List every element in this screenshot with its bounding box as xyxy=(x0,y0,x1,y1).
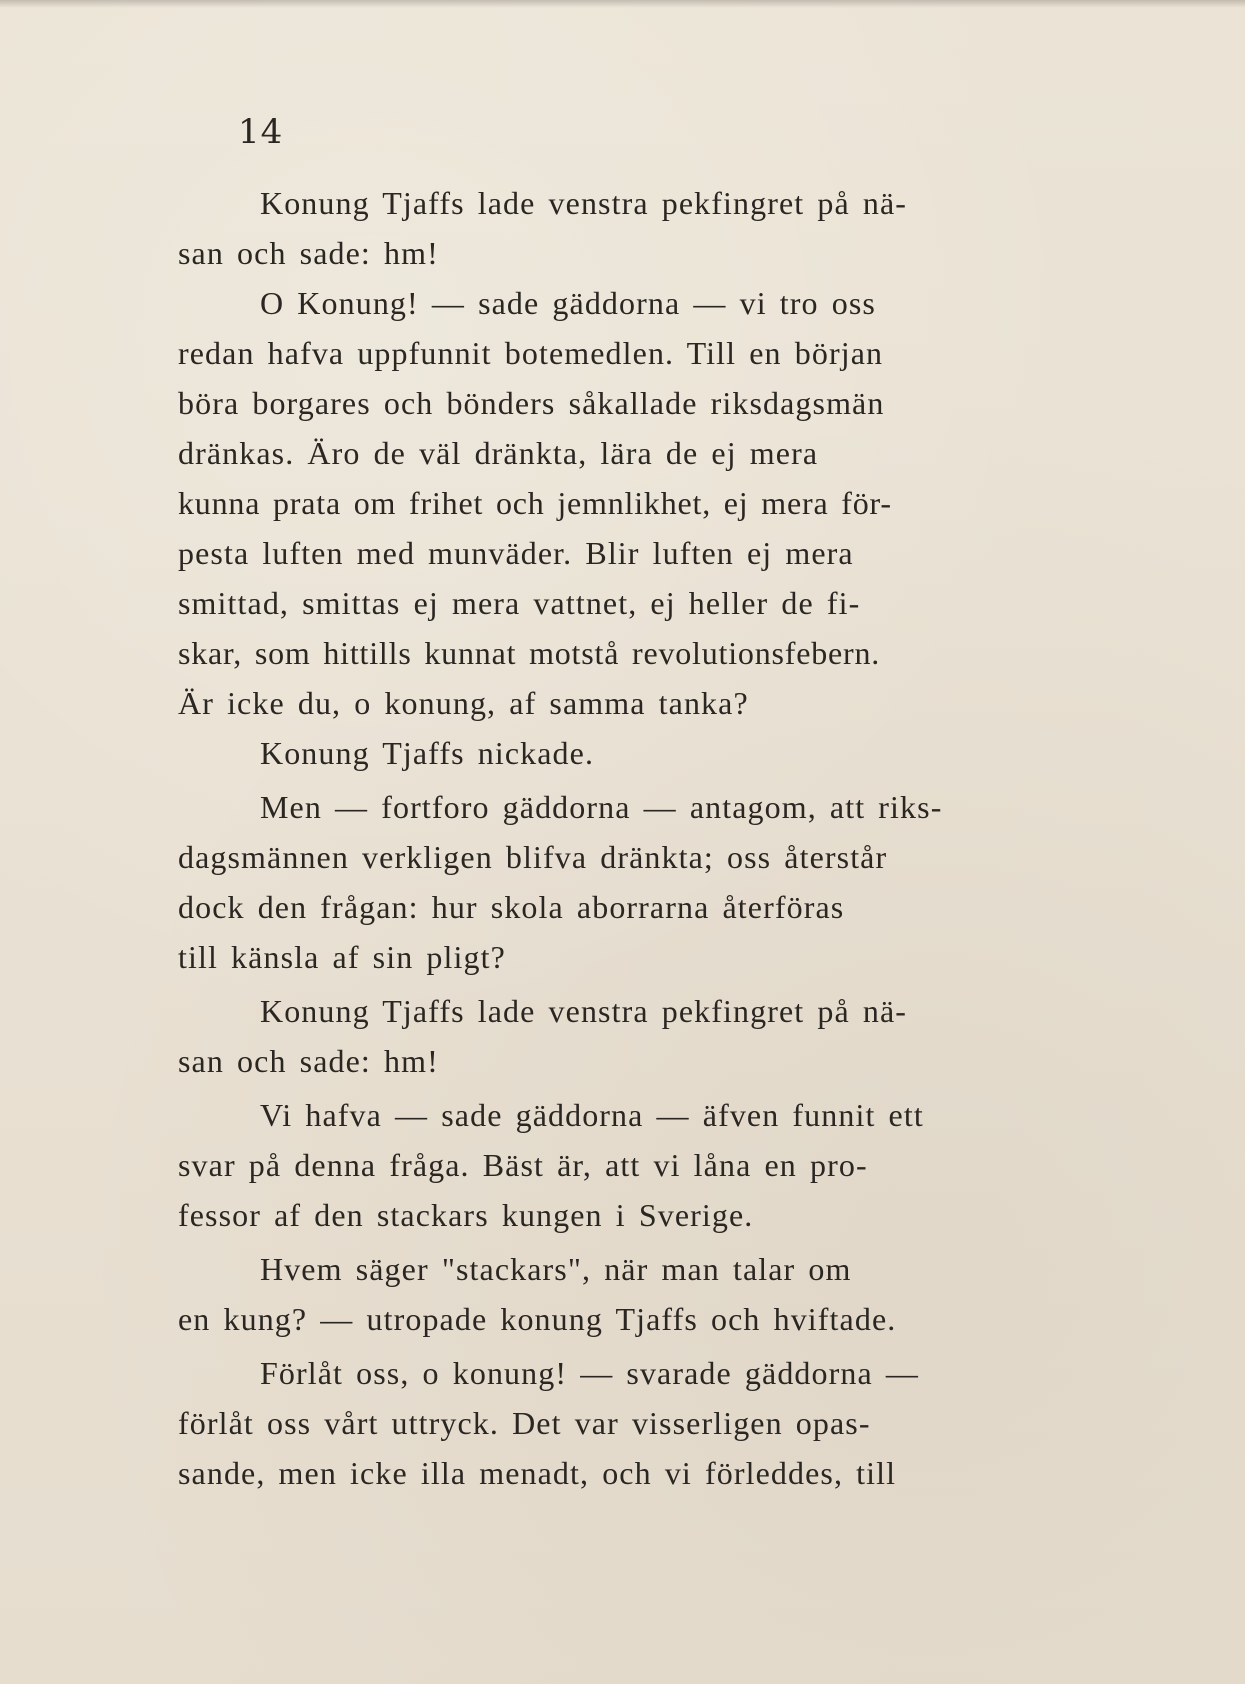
text-line: Konung Tjaffs lade venstra pekfingret på nä- xyxy=(260,993,908,1029)
text-line: Konung Tjaffs lade venstra pekfingret på nä- xyxy=(260,185,908,221)
text-line: san och sade: hm! xyxy=(178,1043,439,1079)
text-line: skar, som hittills kunnat motstå revolutionsfebern. xyxy=(178,635,881,671)
text-line: Men — fortforo gäddorna — antagom, att riks- xyxy=(260,789,943,825)
page-number: 14 xyxy=(238,112,284,152)
text-line: en kung? — utropade konung Tjaffs och hviftade. xyxy=(178,1301,897,1337)
text-line: O Konung! — sade gäddorna — vi tro oss xyxy=(260,285,876,321)
text-line: smittad, smittas ej mera vattnet, ej heller de fi- xyxy=(178,585,861,621)
text-line: Hvem säger "stackars", när man talar om xyxy=(260,1251,852,1287)
text-line: Är icke du, o konung, af samma tanka? xyxy=(178,685,749,721)
text-line: till känsla af sin pligt? xyxy=(178,939,506,975)
text-line: sande, men icke illa menadt, och vi förleddes, till xyxy=(178,1455,897,1491)
page-text-block xyxy=(178,178,1078,1498)
text-line: dränkas. Äro de väl dränkta, lära de ej mera xyxy=(178,435,819,471)
text-line: fessor af den stackars kungen i Sverige. xyxy=(178,1197,754,1233)
text-line: Konung Tjaffs nickade. xyxy=(260,735,595,771)
text-line: dock den frågan: hur skola aborrarna återföras xyxy=(178,889,845,925)
text-line: svar på denna fråga. Bäst är, att vi låna en pro- xyxy=(178,1147,868,1183)
text-line: dagsmännen verkligen blifva dränkta; oss återstår xyxy=(178,839,888,875)
text-line: förlåt oss vårt uttryck. Det var visserligen opas- xyxy=(178,1405,871,1441)
text-line: san och sade: hm! xyxy=(178,235,439,271)
page-top-edge xyxy=(0,0,1245,8)
text-line: pesta luften med munväder. Blir luften ej mera xyxy=(178,535,854,571)
text-line: redan hafva uppfunnit botemedlen. Till en början xyxy=(178,335,884,371)
text-line: Förlåt oss, o konung! — svarade gäddorna — xyxy=(260,1355,919,1391)
text-line: böra borgares och bönders såkallade riksdagsmän xyxy=(178,385,885,421)
text-line: kunna prata om frihet och jemnlikhet, ej mera för- xyxy=(178,485,892,521)
text-line: Vi hafva — sade gäddorna — äfven funnit ett xyxy=(260,1097,924,1133)
